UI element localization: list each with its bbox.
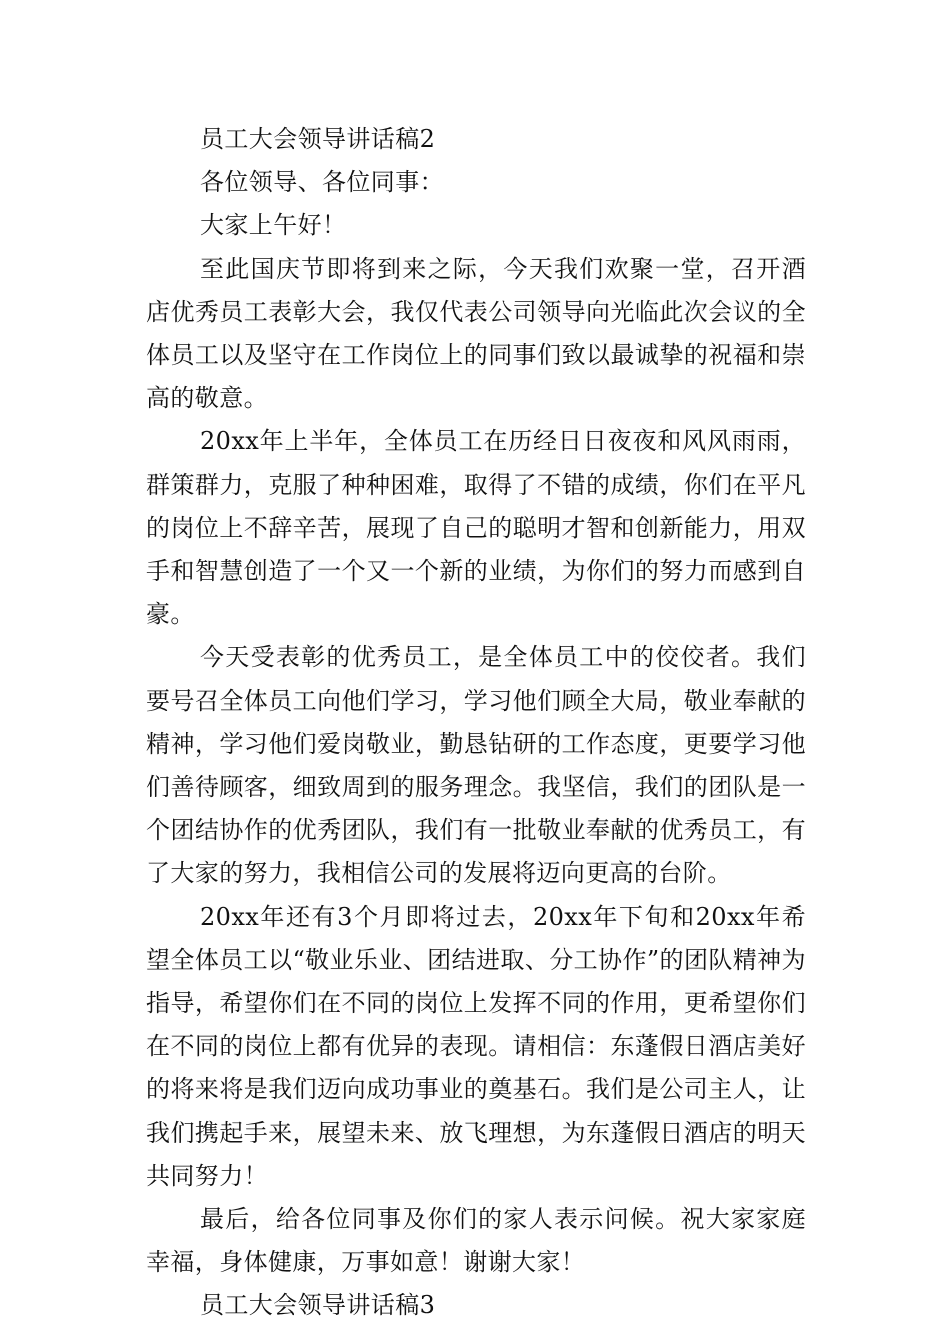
salutation: 各位领导、各位同事： xyxy=(200,168,444,197)
section-heading: 员工大会领导讲话稿3 xyxy=(200,1291,436,1320)
document-body xyxy=(146,118,806,1328)
closing-paragraph: 最后，给各位同事及你们的家人表示问候。祝大家家庭幸福，身体健康，万事如意！谢谢大家！ xyxy=(146,1205,806,1277)
body-paragraph: 至此国庆节即将到来之际，今天我们欢聚一堂，召开酒店优秀员工表彰大会，我仅代表公司领导向光临此次会议的全体员工以及坚守在工作岗位上的同事们致以最诚挚的祝福和崇高的敬意。 xyxy=(146,254,806,413)
body-paragraph: 20xx年上半年，全体员工在历经日日夜夜和风风雨雨，群策群力，克服了种种困难，取得了不错的成绩，你们在平凡的岗位上不辞辛苦，展现了自己的聪明才智和创新能力，用双手和智慧创造了一个又一个新的业绩，为你们的努力而感到自豪。 xyxy=(146,427,806,629)
body-paragraph: 20xx年还有3个月即将过去，20xx年下旬和20xx年希望全体员工以“敬业乐业、团结进取、分工协作”的团队精神为指导，希望你们在不同的岗位上发挥不同的作用，更希望你们在不同的岗位上都有优异的表现。请相信：东蓬假日酒店美好的将来将是我们迈向成功事业的奠基石。我们是公司主人，让我们携起手来，展望未来、放飞理想，为东蓬假日酒店的明天共同努力！ xyxy=(146,902,806,1190)
greeting: 大家上午好！ xyxy=(200,211,347,240)
section-heading: 员工大会领导讲话稿2 xyxy=(200,125,436,153)
body-paragraph: 今天受表彰的优秀员工，是全体员工中的佼佼者。我们要号召全体员工向他们学习，学习他们顾全大局，敬业奉献的精神，学习他们爱岗敬业，勤恳钻研的工作态度，更要学习他们善待顾客，细致周到的服务理念。我坚信，我们的团队是一个团结协作的优秀团队，我们有一批敬业奉献的优秀员工，有了大家的努力，我相信公司的发展将迈向更高的台阶。 xyxy=(146,643,806,888)
